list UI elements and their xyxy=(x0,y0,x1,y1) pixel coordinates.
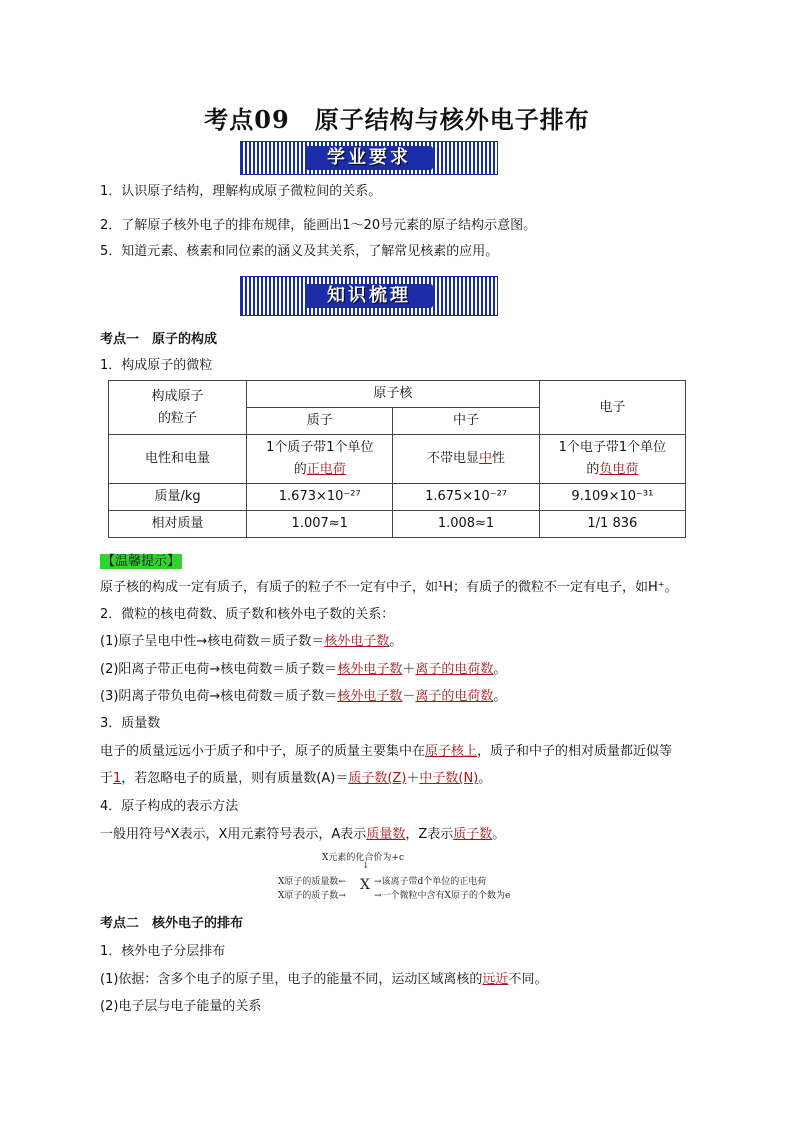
table-cell-proton-mass: 1.673×10⁻²⁷ xyxy=(247,484,393,511)
diagram-right-2: →一个微粒中含有X原子的个数为e xyxy=(374,891,511,901)
banner-requirements xyxy=(240,141,498,175)
relation-cation: (2)阳离子带正电荷→核电荷数＝质子数＝核外电子数＋离子的电荷数。 xyxy=(100,662,507,677)
table-cell-proton-rel: 1.007≈1 xyxy=(247,511,393,538)
tip-text: 原子核的构成一定有质子，有质子的粒子不一定有中子，如¹H；有质子的微粒不一定有电子，如H⁺。 xyxy=(100,580,678,595)
relation-anion: (3)阴离子带负电荷→核电荷数＝质子数＝核外电子数－离子的电荷数。 xyxy=(100,689,507,704)
banner-knowledge xyxy=(240,276,498,316)
table-cell-electron: 电子 xyxy=(539,381,685,435)
subheading-particles: 1．构成原子的微粒 xyxy=(100,358,213,373)
notation-paragraph: 一般用符号ᴬX表示，X用元素符号表示，A表示质量数，Z表示质子数。 xyxy=(100,827,506,842)
page-title: 考点09 原子结构与核外电子排布 xyxy=(204,105,590,134)
table-cell-charge-label: 电性和电量 xyxy=(109,435,247,484)
requirement-3: 5．知道元素、核素和同位素的涵义及其关系，了解常见核素的应用。 xyxy=(100,244,499,259)
table-cell-neutron-mass: 1.675×10⁻²⁷ xyxy=(393,484,539,511)
subheading-relations: 2．微粒的核电荷数、质子数和核外电子数的关系： xyxy=(100,607,395,622)
requirement-2: 2．了解原子核外电子的排布规律，能画出1～20号元素的原子结构示意图。 xyxy=(100,218,537,233)
table-cell-mass-label: 质量/kg xyxy=(109,484,247,511)
table-cell-neutron-charge: 不带电显中性 xyxy=(393,435,539,484)
table-cell-rel-label: 相对质量 xyxy=(109,511,247,538)
diagram-right-1: →该离子带d个单位的正电荷 xyxy=(374,877,487,887)
subheading-mass-number: 3．质量数 xyxy=(100,716,161,731)
banner-knowledge-label: 知识梳理 xyxy=(305,284,433,308)
diagram-arrow-down: ↓ xyxy=(362,861,370,871)
tip-label: 【温馨提示】 xyxy=(102,554,181,569)
table-cell-header: 构成原子 的粒子 xyxy=(109,381,247,435)
diagram-left-1: X原子的质量数← xyxy=(278,877,346,887)
mass-paragraph-line1: 电子的质量远远小于质子和中子，原子的质量主要集中在原子核上，质子和中子的相对质量都近似等 xyxy=(100,744,673,759)
diagram-left-2: X原子的质子数→ xyxy=(278,891,346,901)
table-cell-neutron-rel: 1.008≈1 xyxy=(393,511,539,538)
nuclide-notation-diagram xyxy=(278,850,548,906)
table-cell-nucleus: 原子核 xyxy=(247,381,540,408)
requirement-1: 1．认识原子结构，理解构成原子微粒间的关系。 xyxy=(100,184,382,199)
subheading-layers: 1．核外电子分层排布 xyxy=(100,944,226,959)
table-cell-electron-rel: 1/1 836 xyxy=(539,511,685,538)
table-cell-electron-charge: 1个电子带1个单位 的负电荷 xyxy=(539,435,685,484)
layer-energy-heading: (2)电子层与电子能量的关系 xyxy=(100,999,262,1014)
table-cell-neutron: 中子 xyxy=(393,408,539,435)
diagram-top-label: X元素的化合价为+c xyxy=(322,853,404,863)
table-cell-electron-mass: 9.109×10⁻³¹ xyxy=(539,484,685,511)
banner-requirements-label: 学业要求 xyxy=(305,146,433,170)
table-cell-proton-charge: 1个质子带1个单位 的正电荷 xyxy=(247,435,393,484)
subheading-notation: 4．原子构成的表示方法 xyxy=(100,799,239,814)
particles-table xyxy=(108,380,686,538)
diagram-symbol: X xyxy=(360,877,370,893)
section-heading-2: 考点二 核外电子的排布 xyxy=(100,916,244,931)
basis-paragraph: (1)依据：含多个电子的原子里，电子的能量不同，运动区域离核的远近不同。 xyxy=(100,972,548,987)
table-cell-proton: 质子 xyxy=(247,408,393,435)
mass-paragraph-line2: 于1，若忽略电子的质量，则有质量数(A)＝质子数(Z)＋中子数(N)。 xyxy=(100,771,492,786)
section-heading-1: 考点一 原子的构成 xyxy=(100,332,218,347)
relation-atom: (1)原子呈电中性→核电荷数＝质子数＝核外电子数。 xyxy=(100,634,403,649)
